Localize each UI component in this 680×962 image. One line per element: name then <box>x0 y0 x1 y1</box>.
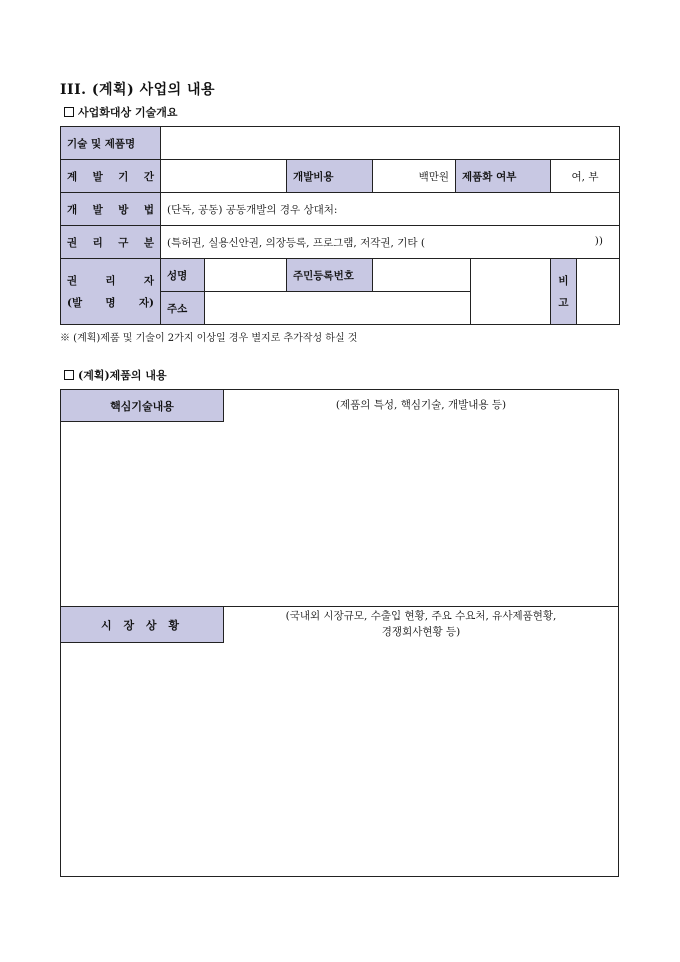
name-label: 성명 <box>161 259 205 292</box>
remark-label <box>551 259 577 325</box>
core-tech-label: 핵심기술내용 <box>61 390 224 422</box>
holder-label-line1: 권 리 자 <box>67 274 154 287</box>
checkbox-icon <box>64 107 74 117</box>
id-number-field[interactable] <box>373 259 471 292</box>
section-heading-overview <box>64 104 177 120</box>
method-label-text: 개 발 방 법 <box>67 203 154 216</box>
cost-label: 개발비용 <box>287 160 373 193</box>
holder-label <box>61 259 161 325</box>
period-label <box>61 160 161 193</box>
section-title: (계획)제품의 내용 <box>78 369 167 382</box>
remark-label-1: 비 <box>558 274 569 287</box>
market-hint-line1: (국내외 시장규모, 수출입 현황, 주요 수요처, 유사제품현황, <box>285 610 557 622</box>
cost-field[interactable]: 백만원 <box>373 160 456 193</box>
remark-field[interactable] <box>577 259 620 325</box>
rights-type-label-text: 권 리 구 분 <box>67 236 154 249</box>
footnote: ※ (계획)제품 및 기술이 2가지 이상일 경우 별지로 추가작성 하실 것 <box>60 333 358 344</box>
market-hint-line2: 경쟁회사현황 등) <box>381 626 461 638</box>
overview-table <box>60 126 620 325</box>
market-label <box>61 607 224 643</box>
address-field[interactable] <box>205 292 471 325</box>
market-label-text: 시 장 상 황 <box>101 618 183 632</box>
market-hint <box>224 608 618 640</box>
remark-label-2: 고 <box>558 296 569 309</box>
holder-blank-cell <box>471 259 551 325</box>
method-field[interactable]: (단독, 공동) 공동개발의 경우 상대처: <box>161 193 620 226</box>
rights-type-label <box>61 226 161 259</box>
product-content-box <box>60 389 619 877</box>
checkbox-icon <box>64 370 74 380</box>
period-label-text: 계 발 기 간 <box>67 170 154 183</box>
core-tech-content-area[interactable] <box>61 422 618 606</box>
commercial-label: 제품화 여부 <box>456 160 551 193</box>
commercial-field[interactable]: 여, 부 <box>551 160 620 193</box>
page-title: III. (계획) 사업의 내용 <box>60 82 216 98</box>
address-label: 주소 <box>161 292 205 325</box>
core-tech-hint: (제품의 특성, 핵심기술, 개발내용 등) <box>335 399 507 411</box>
product-name-label: 기술 및 제품명 <box>61 127 161 160</box>
rights-type-options: (특허권, 실용신안권, 의장등록, 프로그램, 저작권, 기타 ( <box>167 236 425 249</box>
section-title: 사업화대상 기술개요 <box>78 106 178 119</box>
name-field[interactable] <box>205 259 287 292</box>
id-number-label: 주민등록번호 <box>287 259 373 292</box>
holder-label-line2: (발 명 자) <box>67 296 154 309</box>
method-label <box>61 193 161 226</box>
market-content-area[interactable] <box>61 644 618 875</box>
product-name-field[interactable] <box>161 127 620 160</box>
section-heading-product <box>64 367 167 383</box>
rights-type-close: )) <box>594 234 603 247</box>
period-field[interactable] <box>161 160 287 193</box>
rights-type-field[interactable] <box>161 226 620 259</box>
